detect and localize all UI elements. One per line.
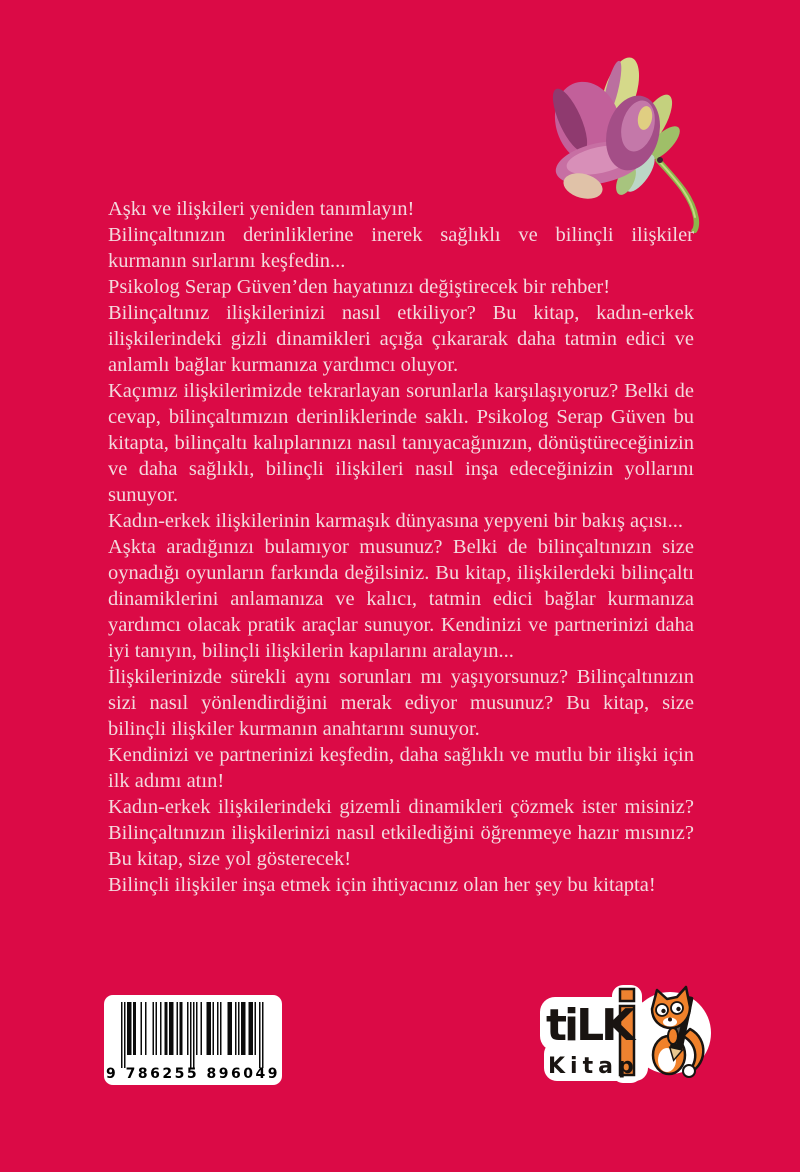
blurb-paragraph: Kaçımız ilişkilerimizde tekrarlayan sorunlarla karşılaşıyoruz? Belki de cevap, bilinçaltımızın derinliklerinde saklı. Psikolog Serap Güven bu kitapta, bilinçaltı kalıplarınızı nasıl tanıyacağınızın, dönüştüreceğinizin ve daha sağlıklı, bilinçli ilişkileri nasıl inşa edeceğinizin yollarını sunuyor.	[108, 380, 694, 506]
publisher-logo	[540, 983, 712, 1087]
blurb-paragraph: Psikolog Serap Güven’den hayatınızı değiştirecek bir rehber!	[108, 276, 611, 298]
blurb-paragraph: Kadın-erkek ilişkilerinin karmaşık dünyasına yepyeni bir bakış açısı...	[108, 510, 683, 532]
blurb-paragraph: İlişkilerinizde sürekli aynı sorunları mı yaşıyorsunuz? Bilinçaltınızın sizi nasıl yönlendirdiğini merak ediyor musunuz? Bu kitap, size bilinçli ilişkiler kurmanın anahtarını sunuyor.	[108, 666, 694, 740]
blurb-paragraph: Kendinizi ve partnerinizi keşfedin, daha sağlıklı ve mutlu bir ilişki için ilk adımı atın!	[108, 744, 694, 792]
isbn-barcode	[104, 995, 282, 1085]
barcode-bars	[118, 1002, 267, 1070]
blurb-paragraph: Bilinçaltınız ilişkilerinizi nasıl etkiliyor? Bu kitap, kadın-erkek ilişkilerindeki gizli dinamikleri açığa çıkararak daha tatmin edici ve anlamlı bağlar kurmanıza yardımcı oluyor.	[108, 302, 694, 376]
blurb-paragraph: Kadın-erkek ilişkilerindeki gizemli dinamikleri çözmek ister misiniz? Bilinçaltınızın ilişkilerinizi nasıl etkilediğini öğrenmeye hazır mısınız? Bu kitap, size yol gösterecek!	[108, 796, 694, 870]
blurb-text	[108, 196, 694, 898]
blurb-paragraph: Aşkta aradığınızı bulamıyor musunuz? Belki de bilinçaltınızın size oynadığı oyunların farkında değilsiniz. Bu kitap, ilişkilerdeki bilinçaltı dinamiklerini anlamanıza ve kalıcı, tatmin edici bağlar kurmanıza yardımcı olacak pratik araçlar sunuyor. Kendinizi ve partnerinizi daha iyi tanıyın, bilinçli ilişkilerin kapılarını aralayın...	[108, 536, 694, 662]
publisher-name-sub: Kitap	[548, 1054, 639, 1079]
blurb-paragraph: Bilinçaltınızın derinliklerine inerek sağlıklı ve bilinçli ilişkiler kurmanın sırlarını keşfedin...	[108, 224, 694, 272]
isbn-number: 9 786255 896049	[106, 1066, 280, 1082]
publisher-name-main: tiLK	[546, 1000, 633, 1051]
blurb-paragraph: Bilinçli ilişkiler inşa etmek için ihtiyacınız olan her şey bu kitapta!	[108, 874, 656, 896]
blurb-paragraph: Aşkı ve ilişkileri yeniden tanımlayın!	[108, 198, 415, 220]
